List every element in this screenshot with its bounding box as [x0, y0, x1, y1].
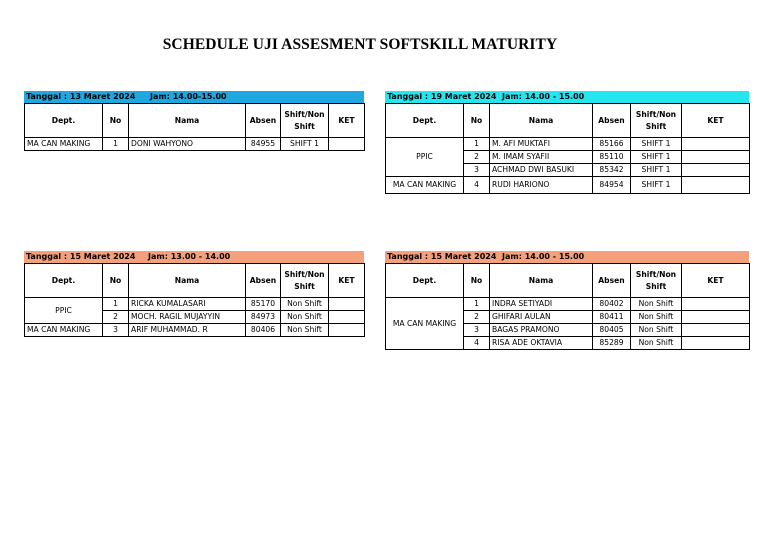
- absen-cell: 85289: [593, 337, 631, 350]
- schedule-table: [24, 103, 365, 151]
- table-row: [386, 298, 750, 311]
- table-header-row: [386, 264, 750, 298]
- ket-cell: [329, 324, 365, 337]
- schedule-header-bar: [24, 91, 364, 103]
- absen-cell: 84954: [593, 177, 631, 194]
- shift-cell: Non Shift: [281, 311, 329, 324]
- no-cell: 4: [464, 337, 490, 350]
- tanggal-label: Tanggal : 15 Maret 2024: [387, 252, 497, 261]
- table-header-row: [25, 104, 365, 138]
- col-dept: Dept.: [25, 104, 103, 138]
- table-row: [386, 138, 750, 151]
- no-cell: 3: [103, 324, 129, 337]
- nama-cell: ACHMAD DWI BASUKI: [490, 164, 593, 177]
- table-row: [25, 324, 365, 337]
- shift-cell: Non Shift: [631, 298, 682, 311]
- no-cell: 4: [464, 177, 490, 194]
- col-no: No: [464, 264, 490, 298]
- page-title: SCHEDULE UJI ASSESMENT SOFTSKILL MATURITY: [162, 36, 558, 53]
- absen-cell: 80405: [593, 324, 631, 337]
- no-cell: 1: [103, 298, 129, 311]
- schedule-header-bar: [385, 91, 749, 103]
- nama-cell: RUDI HARIONO: [490, 177, 593, 194]
- ket-cell: [682, 311, 750, 324]
- dept-cell: MA CAN MAKING: [25, 324, 103, 337]
- tanggal-label: Tanggal : 15 Maret 2024: [26, 252, 136, 261]
- no-cell: 3: [464, 324, 490, 337]
- shift-cell: SHIFT 1: [631, 164, 682, 177]
- col-ket: KET: [329, 264, 365, 298]
- nama-cell: M. AFI MUKTAFI: [490, 138, 593, 151]
- nama-cell: ARIF MUHAMMAD. R: [129, 324, 246, 337]
- ket-cell: [682, 324, 750, 337]
- absen-cell: 80402: [593, 298, 631, 311]
- shift-cell: Non Shift: [281, 324, 329, 337]
- col-no: No: [103, 104, 129, 138]
- nama-cell: M. IMAM SYAFII: [490, 151, 593, 164]
- nama-cell: INDRA SETIYADI: [490, 298, 593, 311]
- col-no: No: [103, 264, 129, 298]
- shift-cell: Non Shift: [631, 324, 682, 337]
- nama-cell: DONI WAHYONO: [129, 138, 246, 151]
- nama-cell: RICKA KUMALASARI: [129, 298, 246, 311]
- col-dept: Dept.: [386, 104, 464, 138]
- col-nama: Nama: [129, 264, 246, 298]
- col-ket: KET: [682, 264, 750, 298]
- ket-cell: [329, 311, 365, 324]
- no-cell: 2: [103, 311, 129, 324]
- shift-cell: Non Shift: [631, 337, 682, 350]
- table-header-row: [25, 264, 365, 298]
- col-ket: KET: [329, 104, 365, 138]
- shift-cell: SHIFT 1: [631, 138, 682, 151]
- no-cell: 1: [464, 298, 490, 311]
- col-nama: Nama: [490, 264, 593, 298]
- shift-cell: SHIFT 1: [631, 151, 682, 164]
- ket-cell: [329, 298, 365, 311]
- ket-cell: [682, 164, 750, 177]
- ket-cell: [682, 337, 750, 350]
- tanggal-label: Tanggal : 13 Maret 2024: [26, 92, 136, 101]
- no-cell: 1: [103, 138, 129, 151]
- col-shift: Shift/Non Shift: [631, 264, 682, 298]
- col-nama: Nama: [490, 104, 593, 138]
- dept-cell: MA CAN MAKING: [386, 298, 464, 350]
- nama-cell: GHIFARI AULAN: [490, 311, 593, 324]
- jam-label: Jam: 14.00 - 15.00: [502, 252, 585, 261]
- col-dept: Dept.: [386, 264, 464, 298]
- no-cell: 3: [464, 164, 490, 177]
- schedule-block-2: [385, 91, 750, 194]
- col-absen: Absen: [593, 104, 631, 138]
- col-absen: Absen: [593, 264, 631, 298]
- tanggal-label: Tanggal : 19 Maret 2024: [387, 92, 497, 101]
- table-row: [386, 177, 750, 194]
- no-cell: 1: [464, 138, 490, 151]
- col-nama: Nama: [129, 104, 246, 138]
- table-header-row: [386, 104, 750, 138]
- schedule-block-1: [24, 91, 365, 151]
- absen-cell: 85170: [246, 298, 281, 311]
- nama-cell: MOCH. RAGIL MUJAYYIN: [129, 311, 246, 324]
- col-absen: Absen: [246, 104, 281, 138]
- absen-cell: 84955: [246, 138, 281, 151]
- absen-cell: 85166: [593, 138, 631, 151]
- ket-cell: [682, 151, 750, 164]
- ket-cell: [682, 177, 750, 194]
- absen-cell: 85342: [593, 164, 631, 177]
- absen-cell: 80411: [593, 311, 631, 324]
- schedule-block-3: [24, 251, 365, 337]
- jam-label: Jam: 14.00-15.00: [150, 92, 227, 101]
- col-dept: Dept.: [25, 264, 103, 298]
- col-no: No: [464, 104, 490, 138]
- schedule-table: [385, 263, 750, 350]
- no-cell: 2: [464, 151, 490, 164]
- schedule-table: [385, 103, 750, 194]
- shift-cell: SHIFT 1: [281, 138, 329, 151]
- absen-cell: 85110: [593, 151, 631, 164]
- dept-cell: MA CAN MAKING: [386, 177, 464, 194]
- schedule-header-bar: [385, 251, 749, 263]
- shift-cell: Non Shift: [281, 298, 329, 311]
- nama-cell: RISA ADE OKTAVIA: [490, 337, 593, 350]
- absen-cell: 80406: [246, 324, 281, 337]
- col-shift: Shift/Non Shift: [281, 104, 329, 138]
- dept-cell: MA CAN MAKING: [25, 138, 103, 151]
- col-absen: Absen: [246, 264, 281, 298]
- absen-cell: 84973: [246, 311, 281, 324]
- shift-cell: SHIFT 1: [631, 177, 682, 194]
- dept-cell: PPIC: [25, 298, 103, 324]
- col-shift: Shift/Non Shift: [631, 104, 682, 138]
- table-row: [25, 138, 365, 151]
- jam-label: Jam: 13.00 - 14.00: [148, 252, 231, 261]
- no-cell: 2: [464, 311, 490, 324]
- dept-cell: PPIC: [386, 138, 464, 177]
- shift-cell: Non Shift: [631, 311, 682, 324]
- schedule-table: [24, 263, 365, 337]
- ket-cell: [682, 298, 750, 311]
- jam-label: Jam: 14.00 - 15.00: [502, 92, 585, 101]
- col-shift: Shift/Non Shift: [281, 264, 329, 298]
- nama-cell: BAGAS PRAMONO: [490, 324, 593, 337]
- schedule-block-4: [385, 251, 750, 350]
- ket-cell: [682, 138, 750, 151]
- table-row: [25, 298, 365, 311]
- schedule-header-bar: [24, 251, 364, 263]
- ket-cell: [329, 138, 365, 151]
- col-ket: KET: [682, 104, 750, 138]
